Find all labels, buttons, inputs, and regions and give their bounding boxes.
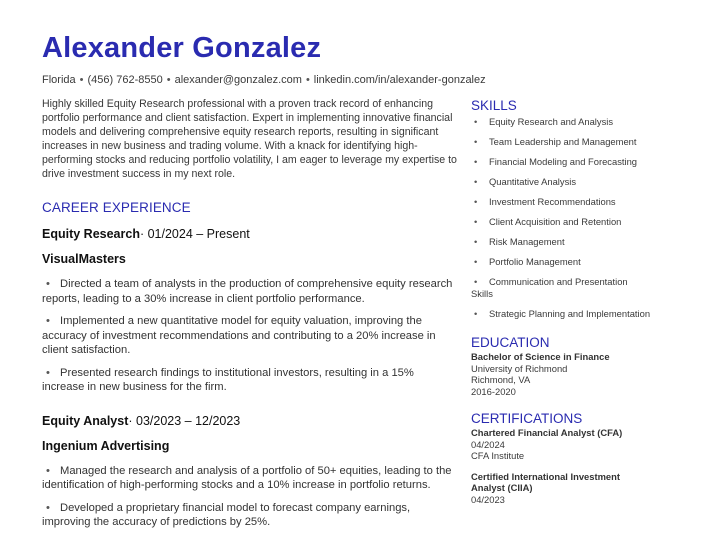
- career-experience-section: [42, 200, 457, 538]
- bullet-icon: •: [46, 464, 50, 477]
- certification-name: Certified International Investment Analyst (CIIA): [471, 470, 620, 493]
- job-bullet: • Managed the research and analysis of a portfolio of 50+ equities, leading to the identification of high-performing stocks and a 10% increase in portfolio returns.: [42, 464, 452, 491]
- skill-item: • Risk Management: [471, 236, 651, 248]
- bullet-icon: •: [474, 256, 478, 267]
- job-bullets: [42, 464, 457, 530]
- contact-location: Florida: [42, 74, 76, 86]
- education-degree: Bachelor of Science in Finance: [471, 351, 610, 362]
- job-entry: [42, 226, 457, 395]
- job-entry: [42, 413, 457, 530]
- skills-list: [471, 116, 651, 320]
- contact-phone: (456) 762-8550: [87, 74, 163, 86]
- certification-issuer: CFA Institute: [471, 450, 525, 461]
- job-role: Equity Analyst: [42, 413, 129, 428]
- skill-item: • Equity Research and Analysis: [471, 116, 651, 128]
- skill-item: • Investment Recommendations: [471, 196, 651, 208]
- certification-name: Chartered Financial Analyst (CFA): [471, 427, 623, 438]
- bullet-icon: •: [46, 366, 50, 379]
- job-bullets: [42, 277, 457, 395]
- candidate-name: Alexander Gonzalez: [42, 32, 322, 64]
- contact-line: [42, 74, 486, 86]
- skill-item: • Client Acquisition and Retention: [471, 216, 651, 228]
- bullet-icon: •: [474, 156, 478, 167]
- contact-email[interactable]: alexander@gonzalez.com: [174, 74, 302, 86]
- education-section: [471, 335, 651, 397]
- skill-item: • Team Leadership and Management: [471, 136, 651, 148]
- bullet-icon: •: [474, 196, 478, 207]
- job-company: Ingenium Advertising: [42, 438, 170, 453]
- certification-date: 04/2023: [471, 493, 505, 505]
- bullet-icon: •: [474, 308, 478, 319]
- job-dates: · 01/2024 – Present: [139, 227, 250, 241]
- sidebar: [471, 98, 651, 505]
- education-years: 2016-2020: [471, 385, 516, 397]
- skill-item: • Portfolio Management: [471, 256, 651, 268]
- job-bullet: • Directed a team of analysts in the production of comprehensive equity research reports, leading to a 30% increase in client portfolio performance.: [42, 278, 453, 305]
- bullet-icon: •: [46, 315, 50, 327]
- section-title-skills: SKILLS: [471, 98, 517, 113]
- separator-dot: •: [305, 74, 310, 86]
- section-title-education: EDUCATION: [471, 335, 550, 350]
- certification-entry: [471, 471, 651, 506]
- skill-item: • Financial Modeling and Forecasting: [471, 156, 651, 168]
- job-header: [42, 226, 457, 242]
- skill-item: • Strategic Planning and Implementation: [471, 308, 651, 320]
- bullet-icon: •: [474, 236, 478, 247]
- job-role: Equity Research: [42, 227, 140, 241]
- bullet-icon: •: [474, 116, 478, 127]
- summary-paragraph: Highly skilled Equity Research professional with a proven track record of enhancing portfolio performance and client satisfaction. Expert in implementing innovative financial models and delivering comprehensive equity research reports, resulting in significant increases in new business and trading volume. With a knack for identifying high-performing stocks and reducing portfolio volatility, I am eager to leverage my expertise to drive investment success in my next role.: [42, 98, 457, 180]
- education-location: Richmond, VA: [471, 374, 531, 385]
- skill-item: • Communication and Presentation Skills: [471, 276, 628, 299]
- bullet-icon: •: [474, 176, 478, 187]
- bullet-icon: •: [46, 501, 50, 514]
- job-dates: · 03/2023 – 12/2023: [128, 413, 241, 428]
- job-company: VisualMasters: [42, 252, 126, 266]
- certifications-section: [471, 411, 651, 505]
- separator-dot: •: [79, 74, 84, 86]
- bullet-icon: •: [474, 276, 478, 287]
- contact-linkedin[interactable]: linkedin.com/in/alexander-gonzalez: [313, 74, 486, 86]
- bullet-icon: •: [474, 216, 478, 227]
- section-title-experience: CAREER EXPERIENCE: [42, 200, 191, 215]
- job-bullet: • Implemented a new quantitative model for equity valuation, improving the accuracy of investment recommendations and contributing to a 20% increase in client satisfaction.: [42, 315, 436, 356]
- education-school: University of Richmond: [471, 362, 568, 374]
- separator-dot: •: [166, 74, 171, 86]
- bullet-icon: •: [46, 278, 50, 290]
- job-header: [42, 413, 457, 429]
- certification-date: 04/2024: [471, 438, 505, 450]
- section-title-certifications: CERTIFICATIONS: [471, 411, 583, 426]
- certification-entry: [471, 427, 651, 462]
- skill-item: • Quantitative Analysis: [471, 176, 651, 188]
- job-bullet: • Developed a proprietary financial model to forecast company earnings, improving the accuracy of predictions by 25%.: [42, 501, 411, 528]
- bullet-icon: •: [474, 136, 478, 147]
- job-bullet: • Presented research findings to institutional investors, resulting in a 15% increase in new business for the firm.: [42, 366, 414, 393]
